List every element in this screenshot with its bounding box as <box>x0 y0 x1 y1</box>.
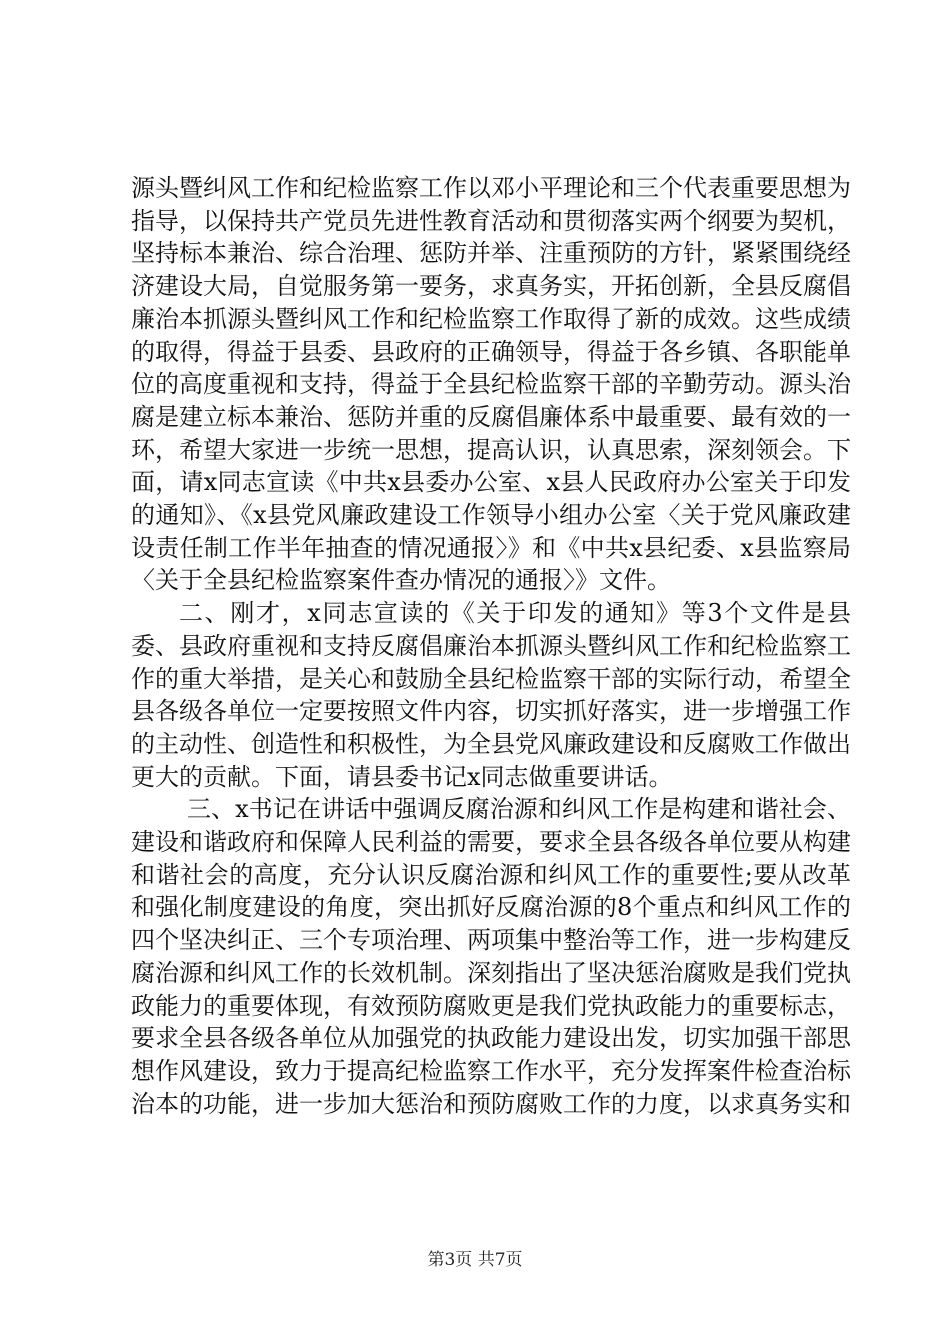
page-number-footer: 第3页 共7页 <box>427 1250 523 1270</box>
paragraph-continuation: 源头暨纠风工作和纪检监察工作以邓小平理论和三个代表重要思想为指导，以保持共产党员先进性教育活动和贯彻落实两个纲要为契机，坚持标本兼治、综合治理、惩防并举、注重预防的方针，紧紧围绕经济建设大局，自觉服务第一要务，求真务实，开拓创新，全县反腐倡廉治本抓源头暨纠风工作和纪检监察工作取得了新的成效。这些成绩的取得，得益于县委、县政府的正确领导，得益于各乡镇、各职能单位的高度重视和支持，得益于全县纪检监察干部的辛勤劳动。源头治腐是建立标本兼治、惩防并重的反腐倡廉体系中最重要、最有效的一环，希望大家进一步统一思想，提高认识，认真思索，深刻领会。下面，请x同志宣读《中共x县委办公室、x县人民政府办公室关于印发的通知》、《x县党风廉政建设工作领导小组办公室〈关于党风廉政建设责任制工作半年抽查的情况通报〉》和《中共x县纪委、x县监察局〈关于全县纪检监察案件查办情况的通报〉》文件。 <box>131 174 851 595</box>
paragraph-section-three: 三、x书记在讲话中强调反腐治源和纠风工作是构建和谐社会、建设和谐政府和保障人民利益的需要，要求全县各级各单位要从构建和谐社会的高度，充分认识反腐治源和纠风工作的重要性;要从改革和强化制度建设的角度，突出抓好反腐治源的8个重点和纠风工作的四个坚决纠正、三个专项治理、两项集中整治等工作，进一步构建反腐治源和纠风工作的长效机制。深刻指出了坚决惩治腐败是我们党执政能力的重要体现，有效预防腐败更是我们党执政能力的重要标志，要求全县各级各单位从加强党的执政能力建设出发，切实加强干部思想作风建设，致力于提高纪检监察工作水平，充分发挥案件检查治标治本的功能，进一步加大惩治和预防腐败工作的力度，以求真务实和 <box>131 795 851 1118</box>
paragraph-section-two: 二、刚才，x同志宣读的《关于印发的通知》等3个文件是县委、县政府重视和支持反腐倡廉治本抓源头暨纠风工作和纪检监察工作的重大举措，是关心和鼓励全县纪检监察干部的实际行动，希望全县各级各单位一定要按照文件内容，切实抓好落实，进一步增强工作的主动性、创造性和积极性，为全县党风廉政建设和反腐败工作做出更大的贡献。下面，请县委书记x同志做重要讲话。 <box>131 599 851 791</box>
document-body <box>131 172 851 1120</box>
